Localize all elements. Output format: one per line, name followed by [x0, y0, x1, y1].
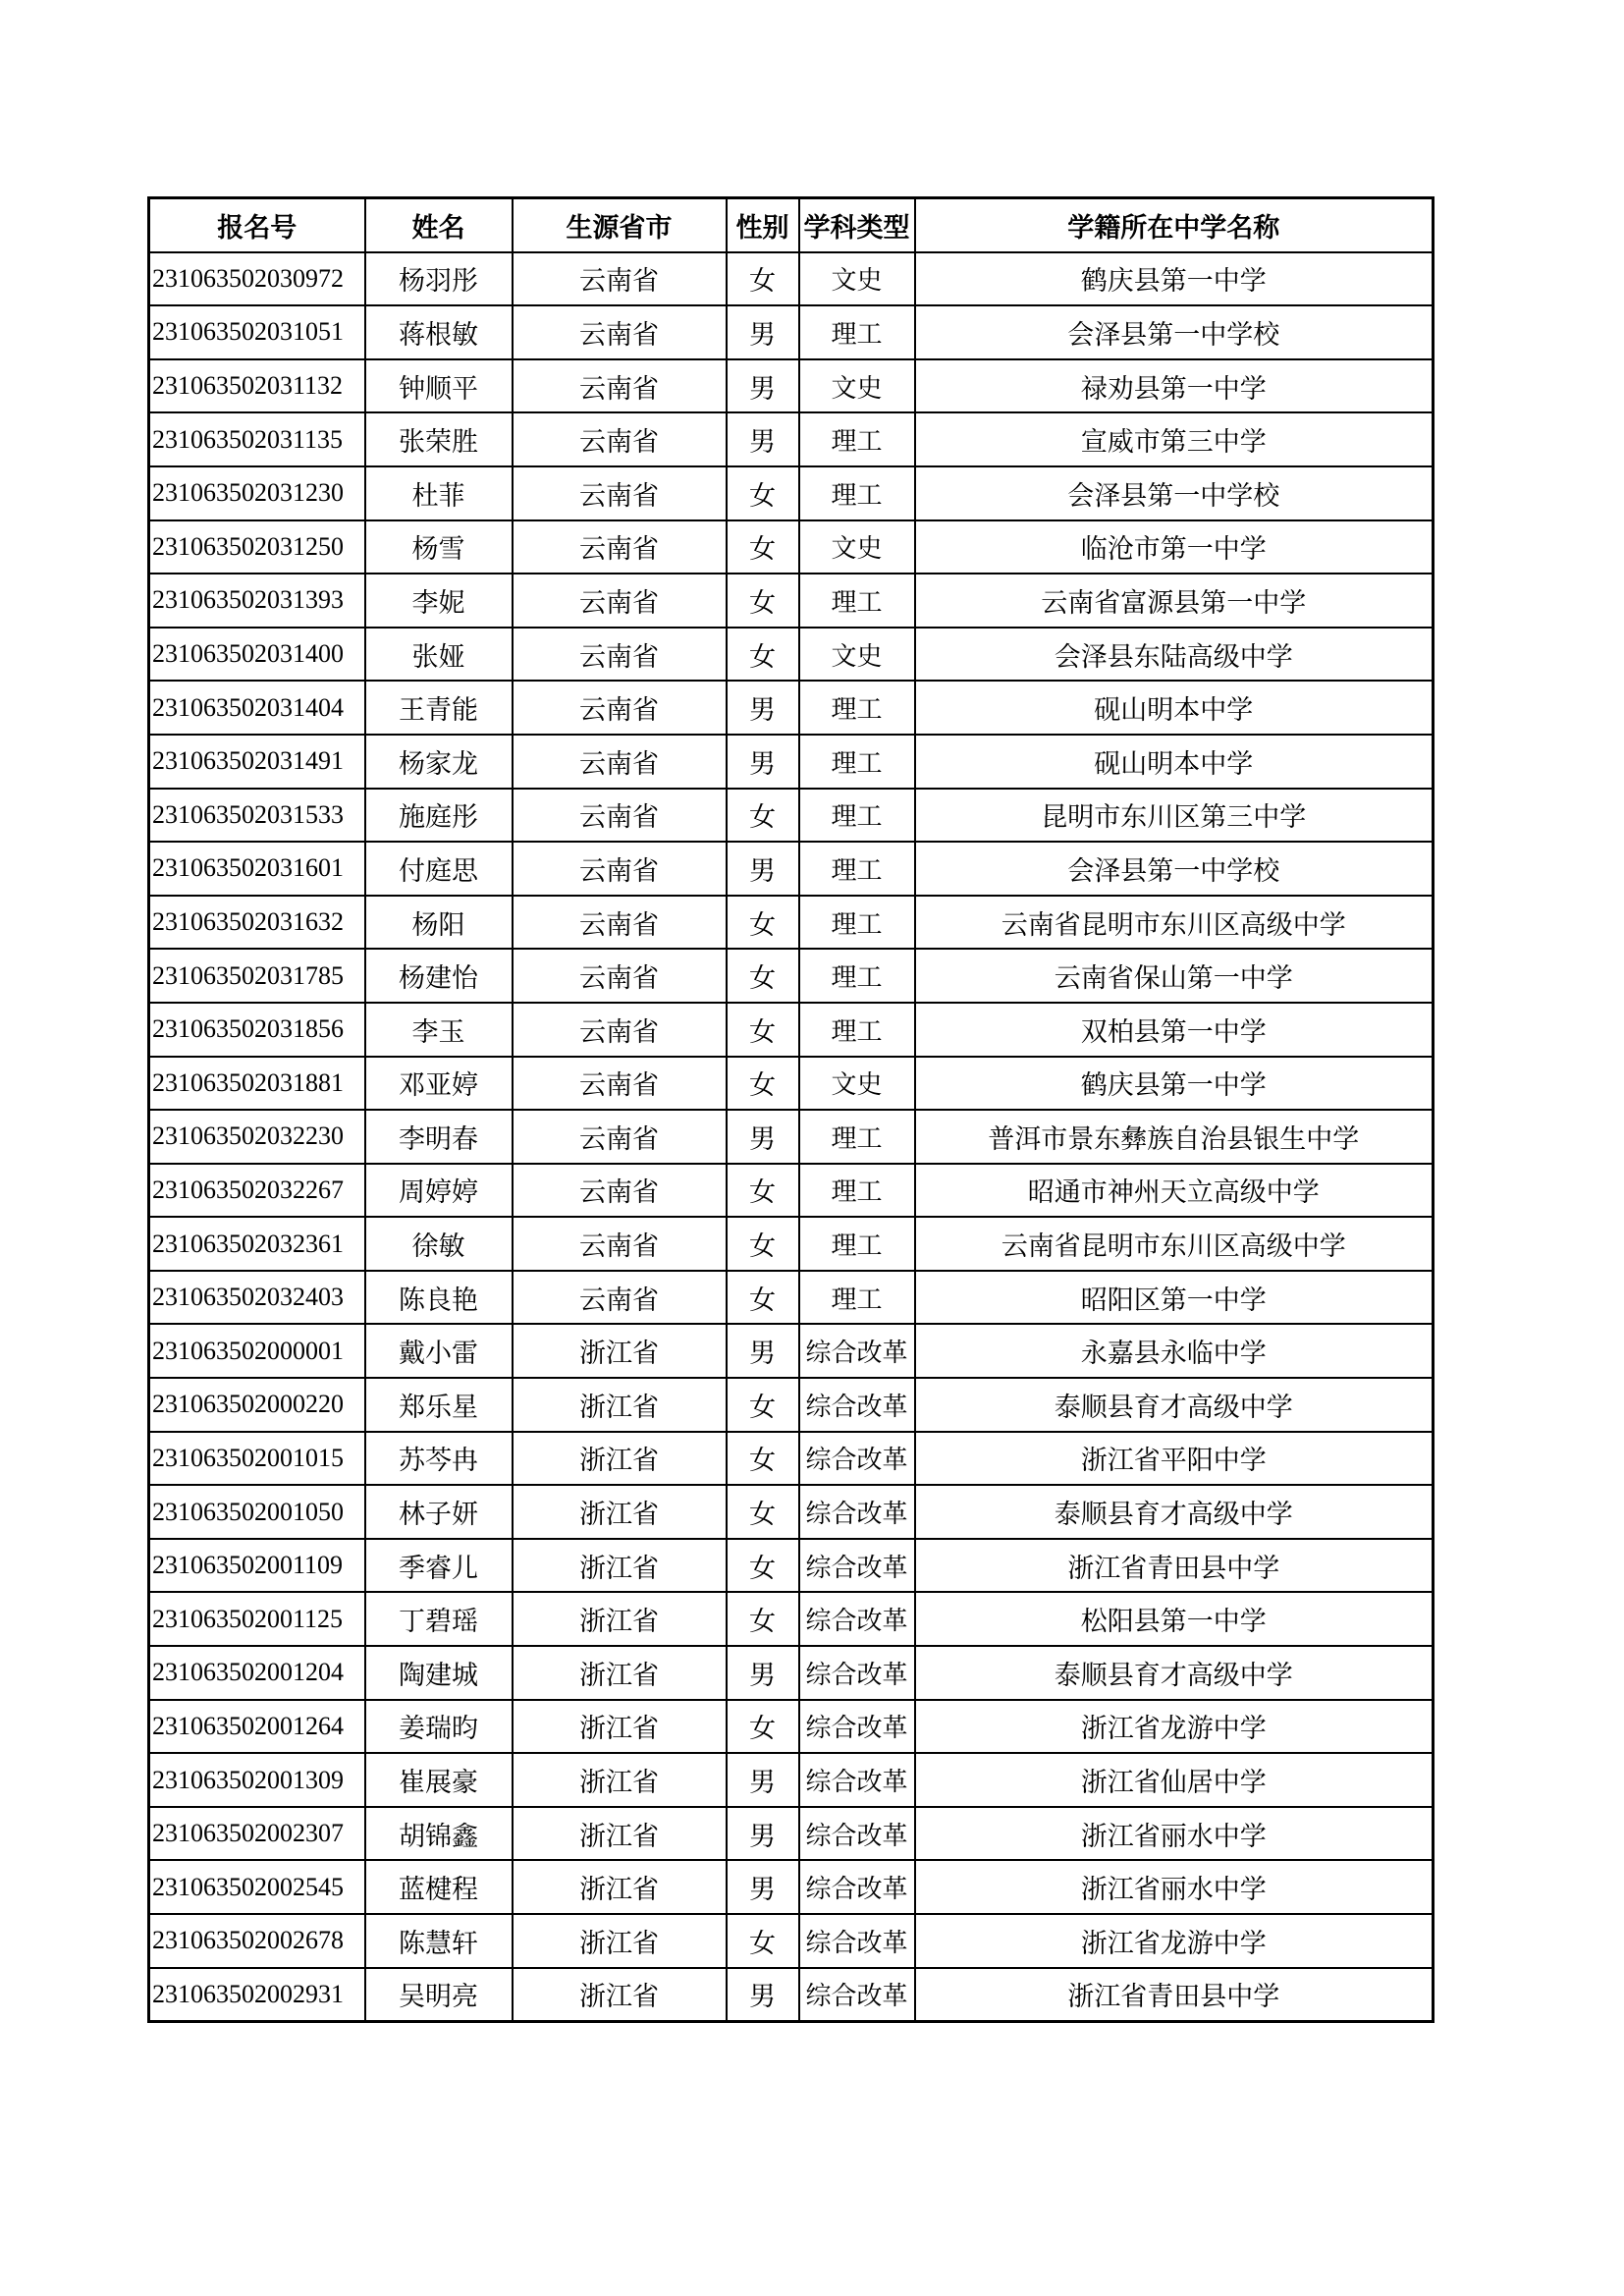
- gender-cell: 男: [727, 1807, 799, 1861]
- name-cell: 胡锦鑫: [365, 1807, 513, 1861]
- table-header-row: [149, 198, 1434, 252]
- gender-cell: 女: [727, 1914, 799, 1968]
- school-name-cell: 昭阳区第一中学: [915, 1271, 1434, 1325]
- school-name-cell: 会泽县第一中学校: [915, 466, 1434, 520]
- table-row: [149, 1539, 1434, 1593]
- school-name-cell: 浙江省平阳中学: [915, 1432, 1434, 1486]
- registration-no-cell: 231063502031856: [149, 1003, 365, 1057]
- table-row: [149, 412, 1434, 466]
- registration-no-cell: 231063502031785: [149, 949, 365, 1003]
- gender-cell: 女: [727, 520, 799, 574]
- subject-type-cell: 综合改革: [799, 1592, 915, 1646]
- header-subject-type: 学科类型: [799, 198, 915, 252]
- subject-type-cell: 文史: [799, 359, 915, 413]
- table-row: [149, 681, 1434, 735]
- province-cell: 浙江省: [513, 1807, 727, 1861]
- registration-no-cell: 231063502001264: [149, 1700, 365, 1754]
- gender-cell: 女: [727, 949, 799, 1003]
- name-cell: 杨家龙: [365, 735, 513, 789]
- school-name-cell: 浙江省青田县中学: [915, 1539, 1434, 1593]
- subject-type-cell: 理工: [799, 842, 915, 896]
- school-name-cell: 会泽县东陆高级中学: [915, 628, 1434, 682]
- school-name-cell: 浙江省青田县中学: [915, 1968, 1434, 2022]
- name-cell: 张荣胜: [365, 412, 513, 466]
- gender-cell: 男: [727, 1646, 799, 1700]
- subject-type-cell: 理工: [799, 789, 915, 843]
- gender-cell: 女: [727, 574, 799, 628]
- school-name-cell: 松阳县第一中学: [915, 1592, 1434, 1646]
- school-name-cell: 云南省昆明市东川区高级中学: [915, 896, 1434, 950]
- name-cell: 王青能: [365, 681, 513, 735]
- province-cell: 浙江省: [513, 1485, 727, 1539]
- name-cell: 李玉: [365, 1003, 513, 1057]
- name-cell: 施庭彤: [365, 789, 513, 843]
- registration-no-cell: 231063502032361: [149, 1217, 365, 1271]
- province-cell: 云南省: [513, 949, 727, 1003]
- subject-type-cell: 文史: [799, 252, 915, 306]
- province-cell: 云南省: [513, 735, 727, 789]
- subject-type-cell: 理工: [799, 466, 915, 520]
- registration-no-cell: 231063502032230: [149, 1110, 365, 1164]
- school-name-cell: 双柏县第一中学: [915, 1003, 1434, 1057]
- table-row: [149, 305, 1434, 359]
- registration-no-cell: 231063502031404: [149, 681, 365, 735]
- table-row: [149, 1646, 1434, 1700]
- name-cell: 陈良艳: [365, 1271, 513, 1325]
- table-row: [149, 1271, 1434, 1325]
- name-cell: 丁碧瑶: [365, 1592, 513, 1646]
- subject-type-cell: 文史: [799, 628, 915, 682]
- table-row: [149, 842, 1434, 896]
- header-province: 生源省市: [513, 198, 727, 252]
- registration-no-cell: 231063502002678: [149, 1914, 365, 1968]
- gender-cell: 女: [727, 896, 799, 950]
- school-name-cell: 普洱市景东彝族自治县银生中学: [915, 1110, 1434, 1164]
- table-row: [149, 1485, 1434, 1539]
- subject-type-cell: 综合改革: [799, 1860, 915, 1914]
- header-gender: 性别: [727, 198, 799, 252]
- gender-cell: 男: [727, 1968, 799, 2022]
- province-cell: 云南省: [513, 1164, 727, 1218]
- registration-no-cell: 231063502002307: [149, 1807, 365, 1861]
- registration-no-cell: 231063502002931: [149, 1968, 365, 2022]
- name-cell: 杨雪: [365, 520, 513, 574]
- province-cell: 浙江省: [513, 1324, 727, 1378]
- name-cell: 林子妍: [365, 1485, 513, 1539]
- gender-cell: 女: [727, 1432, 799, 1486]
- name-cell: 姜瑞昀: [365, 1700, 513, 1754]
- registration-no-cell: 231063502000220: [149, 1378, 365, 1432]
- name-cell: 蒋根敏: [365, 305, 513, 359]
- province-cell: 云南省: [513, 359, 727, 413]
- name-cell: 张娅: [365, 628, 513, 682]
- registration-no-cell: 231063502031491: [149, 735, 365, 789]
- gender-cell: 女: [727, 1271, 799, 1325]
- header-registration-no: 报名号: [149, 198, 365, 252]
- province-cell: 浙江省: [513, 1378, 727, 1432]
- province-cell: 浙江省: [513, 1646, 727, 1700]
- registration-no-cell: 231063502031250: [149, 520, 365, 574]
- table-row: [149, 1700, 1434, 1754]
- table-row: [149, 466, 1434, 520]
- school-name-cell: 永嘉县永临中学: [915, 1324, 1434, 1378]
- gender-cell: 女: [727, 789, 799, 843]
- school-name-cell: 浙江省龙游中学: [915, 1914, 1434, 1968]
- gender-cell: 女: [727, 252, 799, 306]
- name-cell: 邓亚婷: [365, 1057, 513, 1111]
- subject-type-cell: 综合改革: [799, 1646, 915, 1700]
- gender-cell: 女: [727, 1592, 799, 1646]
- gender-cell: 男: [727, 1324, 799, 1378]
- table-row: [149, 1807, 1434, 1861]
- school-name-cell: 泰顺县育才高级中学: [915, 1485, 1434, 1539]
- name-cell: 杜菲: [365, 466, 513, 520]
- name-cell: 杨羽彤: [365, 252, 513, 306]
- table-row: [149, 359, 1434, 413]
- school-name-cell: 泰顺县育才高级中学: [915, 1378, 1434, 1432]
- school-name-cell: 宣威市第三中学: [915, 412, 1434, 466]
- province-cell: 云南省: [513, 574, 727, 628]
- province-cell: 云南省: [513, 896, 727, 950]
- province-cell: 浙江省: [513, 1432, 727, 1486]
- gender-cell: 男: [727, 735, 799, 789]
- gender-cell: 男: [727, 412, 799, 466]
- province-cell: 云南省: [513, 412, 727, 466]
- school-name-cell: 砚山明本中学: [915, 735, 1434, 789]
- name-cell: 钟顺平: [365, 359, 513, 413]
- name-cell: 苏芩冉: [365, 1432, 513, 1486]
- table-row: [149, 1753, 1434, 1807]
- school-name-cell: 鹤庆县第一中学: [915, 1057, 1434, 1111]
- gender-cell: 女: [727, 1057, 799, 1111]
- gender-cell: 男: [727, 681, 799, 735]
- subject-type-cell: 理工: [799, 1003, 915, 1057]
- province-cell: 浙江省: [513, 1539, 727, 1593]
- province-cell: 云南省: [513, 520, 727, 574]
- school-name-cell: 砚山明本中学: [915, 681, 1434, 735]
- table-row: [149, 574, 1434, 628]
- school-name-cell: 浙江省丽水中学: [915, 1860, 1434, 1914]
- subject-type-cell: 文史: [799, 1057, 915, 1111]
- gender-cell: 男: [727, 1110, 799, 1164]
- table-row: [149, 1432, 1434, 1486]
- province-cell: 浙江省: [513, 1753, 727, 1807]
- name-cell: 戴小雷: [365, 1324, 513, 1378]
- subject-type-cell: 理工: [799, 896, 915, 950]
- subject-type-cell: 综合改革: [799, 1914, 915, 1968]
- subject-type-cell: 理工: [799, 305, 915, 359]
- subject-type-cell: 理工: [799, 412, 915, 466]
- school-name-cell: 临沧市第一中学: [915, 520, 1434, 574]
- registration-no-cell: 231063502031632: [149, 896, 365, 950]
- table-row: [149, 1110, 1434, 1164]
- school-name-cell: 泰顺县育才高级中学: [915, 1646, 1434, 1700]
- table-row: [149, 1164, 1434, 1218]
- table-row: [149, 1378, 1434, 1432]
- subject-type-cell: 综合改革: [799, 1807, 915, 1861]
- registration-no-cell: 231063502031393: [149, 574, 365, 628]
- table-row: [149, 949, 1434, 1003]
- name-cell: 陶建城: [365, 1646, 513, 1700]
- registration-no-cell: 231063502001050: [149, 1485, 365, 1539]
- registration-no-cell: 231063502031601: [149, 842, 365, 896]
- table-row: [149, 1217, 1434, 1271]
- registration-no-cell: 231063502031051: [149, 305, 365, 359]
- registration-no-cell: 231063502001109: [149, 1539, 365, 1593]
- gender-cell: 男: [727, 1860, 799, 1914]
- registration-no-cell: 231063502001015: [149, 1432, 365, 1486]
- name-cell: 崔展豪: [365, 1753, 513, 1807]
- table-row: [149, 1860, 1434, 1914]
- province-cell: 云南省: [513, 628, 727, 682]
- table-row: [149, 735, 1434, 789]
- name-cell: 李妮: [365, 574, 513, 628]
- school-name-cell: 禄劝县第一中学: [915, 359, 1434, 413]
- subject-type-cell: 综合改革: [799, 1378, 915, 1432]
- gender-cell: 男: [727, 359, 799, 413]
- table-row: [149, 1324, 1434, 1378]
- school-name-cell: 昆明市东川区第三中学: [915, 789, 1434, 843]
- subject-type-cell: 综合改革: [799, 1485, 915, 1539]
- name-cell: 陈慧轩: [365, 1914, 513, 1968]
- subject-type-cell: 理工: [799, 1271, 915, 1325]
- province-cell: 云南省: [513, 252, 727, 306]
- registration-no-cell: 231063502031135: [149, 412, 365, 466]
- gender-cell: 女: [727, 628, 799, 682]
- province-cell: 云南省: [513, 305, 727, 359]
- registration-no-cell: 231063502002545: [149, 1860, 365, 1914]
- registration-no-cell: 231063502000001: [149, 1324, 365, 1378]
- table-row: [149, 252, 1434, 306]
- table-row: [149, 1057, 1434, 1111]
- name-cell: 杨建怡: [365, 949, 513, 1003]
- gender-cell: 男: [727, 842, 799, 896]
- province-cell: 浙江省: [513, 1860, 727, 1914]
- registration-no-cell: 231063502001204: [149, 1646, 365, 1700]
- name-cell: 付庭思: [365, 842, 513, 896]
- subject-type-cell: 理工: [799, 735, 915, 789]
- subject-type-cell: 综合改革: [799, 1324, 915, 1378]
- subject-type-cell: 综合改革: [799, 1968, 915, 2022]
- province-cell: 云南省: [513, 789, 727, 843]
- header-school-name: 学籍所在中学名称: [915, 198, 1434, 252]
- table-row: [149, 1968, 1434, 2022]
- school-name-cell: 云南省昆明市东川区高级中学: [915, 1217, 1434, 1271]
- gender-cell: 男: [727, 1753, 799, 1807]
- name-cell: 李明春: [365, 1110, 513, 1164]
- subject-type-cell: 文史: [799, 520, 915, 574]
- province-cell: 浙江省: [513, 1914, 727, 1968]
- province-cell: 浙江省: [513, 1968, 727, 2022]
- school-name-cell: 鹤庆县第一中学: [915, 252, 1434, 306]
- table-row: [149, 520, 1434, 574]
- gender-cell: 女: [727, 1700, 799, 1754]
- school-name-cell: 云南省富源县第一中学: [915, 574, 1434, 628]
- province-cell: 浙江省: [513, 1592, 727, 1646]
- name-cell: 季睿儿: [365, 1539, 513, 1593]
- name-cell: 郑乐星: [365, 1378, 513, 1432]
- registration-no-cell: 231063502001125: [149, 1592, 365, 1646]
- subject-type-cell: 理工: [799, 1217, 915, 1271]
- table-row: [149, 896, 1434, 950]
- province-cell: 云南省: [513, 1217, 727, 1271]
- province-cell: 云南省: [513, 1003, 727, 1057]
- province-cell: 云南省: [513, 842, 727, 896]
- school-name-cell: 云南省保山第一中学: [915, 949, 1434, 1003]
- province-cell: 云南省: [513, 681, 727, 735]
- province-cell: 浙江省: [513, 1700, 727, 1754]
- registration-no-cell: 231063502031400: [149, 628, 365, 682]
- gender-cell: 男: [727, 305, 799, 359]
- table-row: [149, 628, 1434, 682]
- subject-type-cell: 综合改革: [799, 1753, 915, 1807]
- school-name-cell: 会泽县第一中学校: [915, 842, 1434, 896]
- subject-type-cell: 理工: [799, 681, 915, 735]
- student-roster-table: [147, 196, 1435, 2023]
- name-cell: 蓝楗程: [365, 1860, 513, 1914]
- subject-type-cell: 理工: [799, 1110, 915, 1164]
- table-row: [149, 1003, 1434, 1057]
- name-cell: 周婷婷: [365, 1164, 513, 1218]
- table-row: [149, 789, 1434, 843]
- gender-cell: 女: [727, 1378, 799, 1432]
- registration-no-cell: 231063502031881: [149, 1057, 365, 1111]
- school-name-cell: 浙江省仙居中学: [915, 1753, 1434, 1807]
- registration-no-cell: 231063502001309: [149, 1753, 365, 1807]
- registration-no-cell: 231063502031533: [149, 789, 365, 843]
- gender-cell: 女: [727, 1485, 799, 1539]
- gender-cell: 女: [727, 1217, 799, 1271]
- gender-cell: 女: [727, 1164, 799, 1218]
- registration-no-cell: 231063502032403: [149, 1271, 365, 1325]
- table-row: [149, 1592, 1434, 1646]
- province-cell: 云南省: [513, 1271, 727, 1325]
- subject-type-cell: 理工: [799, 949, 915, 1003]
- name-cell: 杨阳: [365, 896, 513, 950]
- registration-no-cell: 231063502030972: [149, 252, 365, 306]
- table-row: [149, 1914, 1434, 1968]
- gender-cell: 女: [727, 1003, 799, 1057]
- province-cell: 云南省: [513, 1057, 727, 1111]
- name-cell: 吴明亮: [365, 1968, 513, 2022]
- name-cell: 徐敏: [365, 1217, 513, 1271]
- registration-no-cell: 231063502031132: [149, 359, 365, 413]
- school-name-cell: 会泽县第一中学校: [915, 305, 1434, 359]
- province-cell: 云南省: [513, 1110, 727, 1164]
- subject-type-cell: 综合改革: [799, 1700, 915, 1754]
- school-name-cell: 浙江省丽水中学: [915, 1807, 1434, 1861]
- header-name: 姓名: [365, 198, 513, 252]
- gender-cell: 女: [727, 466, 799, 520]
- school-name-cell: 浙江省龙游中学: [915, 1700, 1434, 1754]
- registration-no-cell: 231063502031230: [149, 466, 365, 520]
- school-name-cell: 昭通市神州天立高级中学: [915, 1164, 1434, 1218]
- province-cell: 云南省: [513, 466, 727, 520]
- subject-type-cell: 综合改革: [799, 1432, 915, 1486]
- gender-cell: 女: [727, 1539, 799, 1593]
- registration-no-cell: 231063502032267: [149, 1164, 365, 1218]
- subject-type-cell: 理工: [799, 574, 915, 628]
- subject-type-cell: 综合改革: [799, 1539, 915, 1593]
- subject-type-cell: 理工: [799, 1164, 915, 1218]
